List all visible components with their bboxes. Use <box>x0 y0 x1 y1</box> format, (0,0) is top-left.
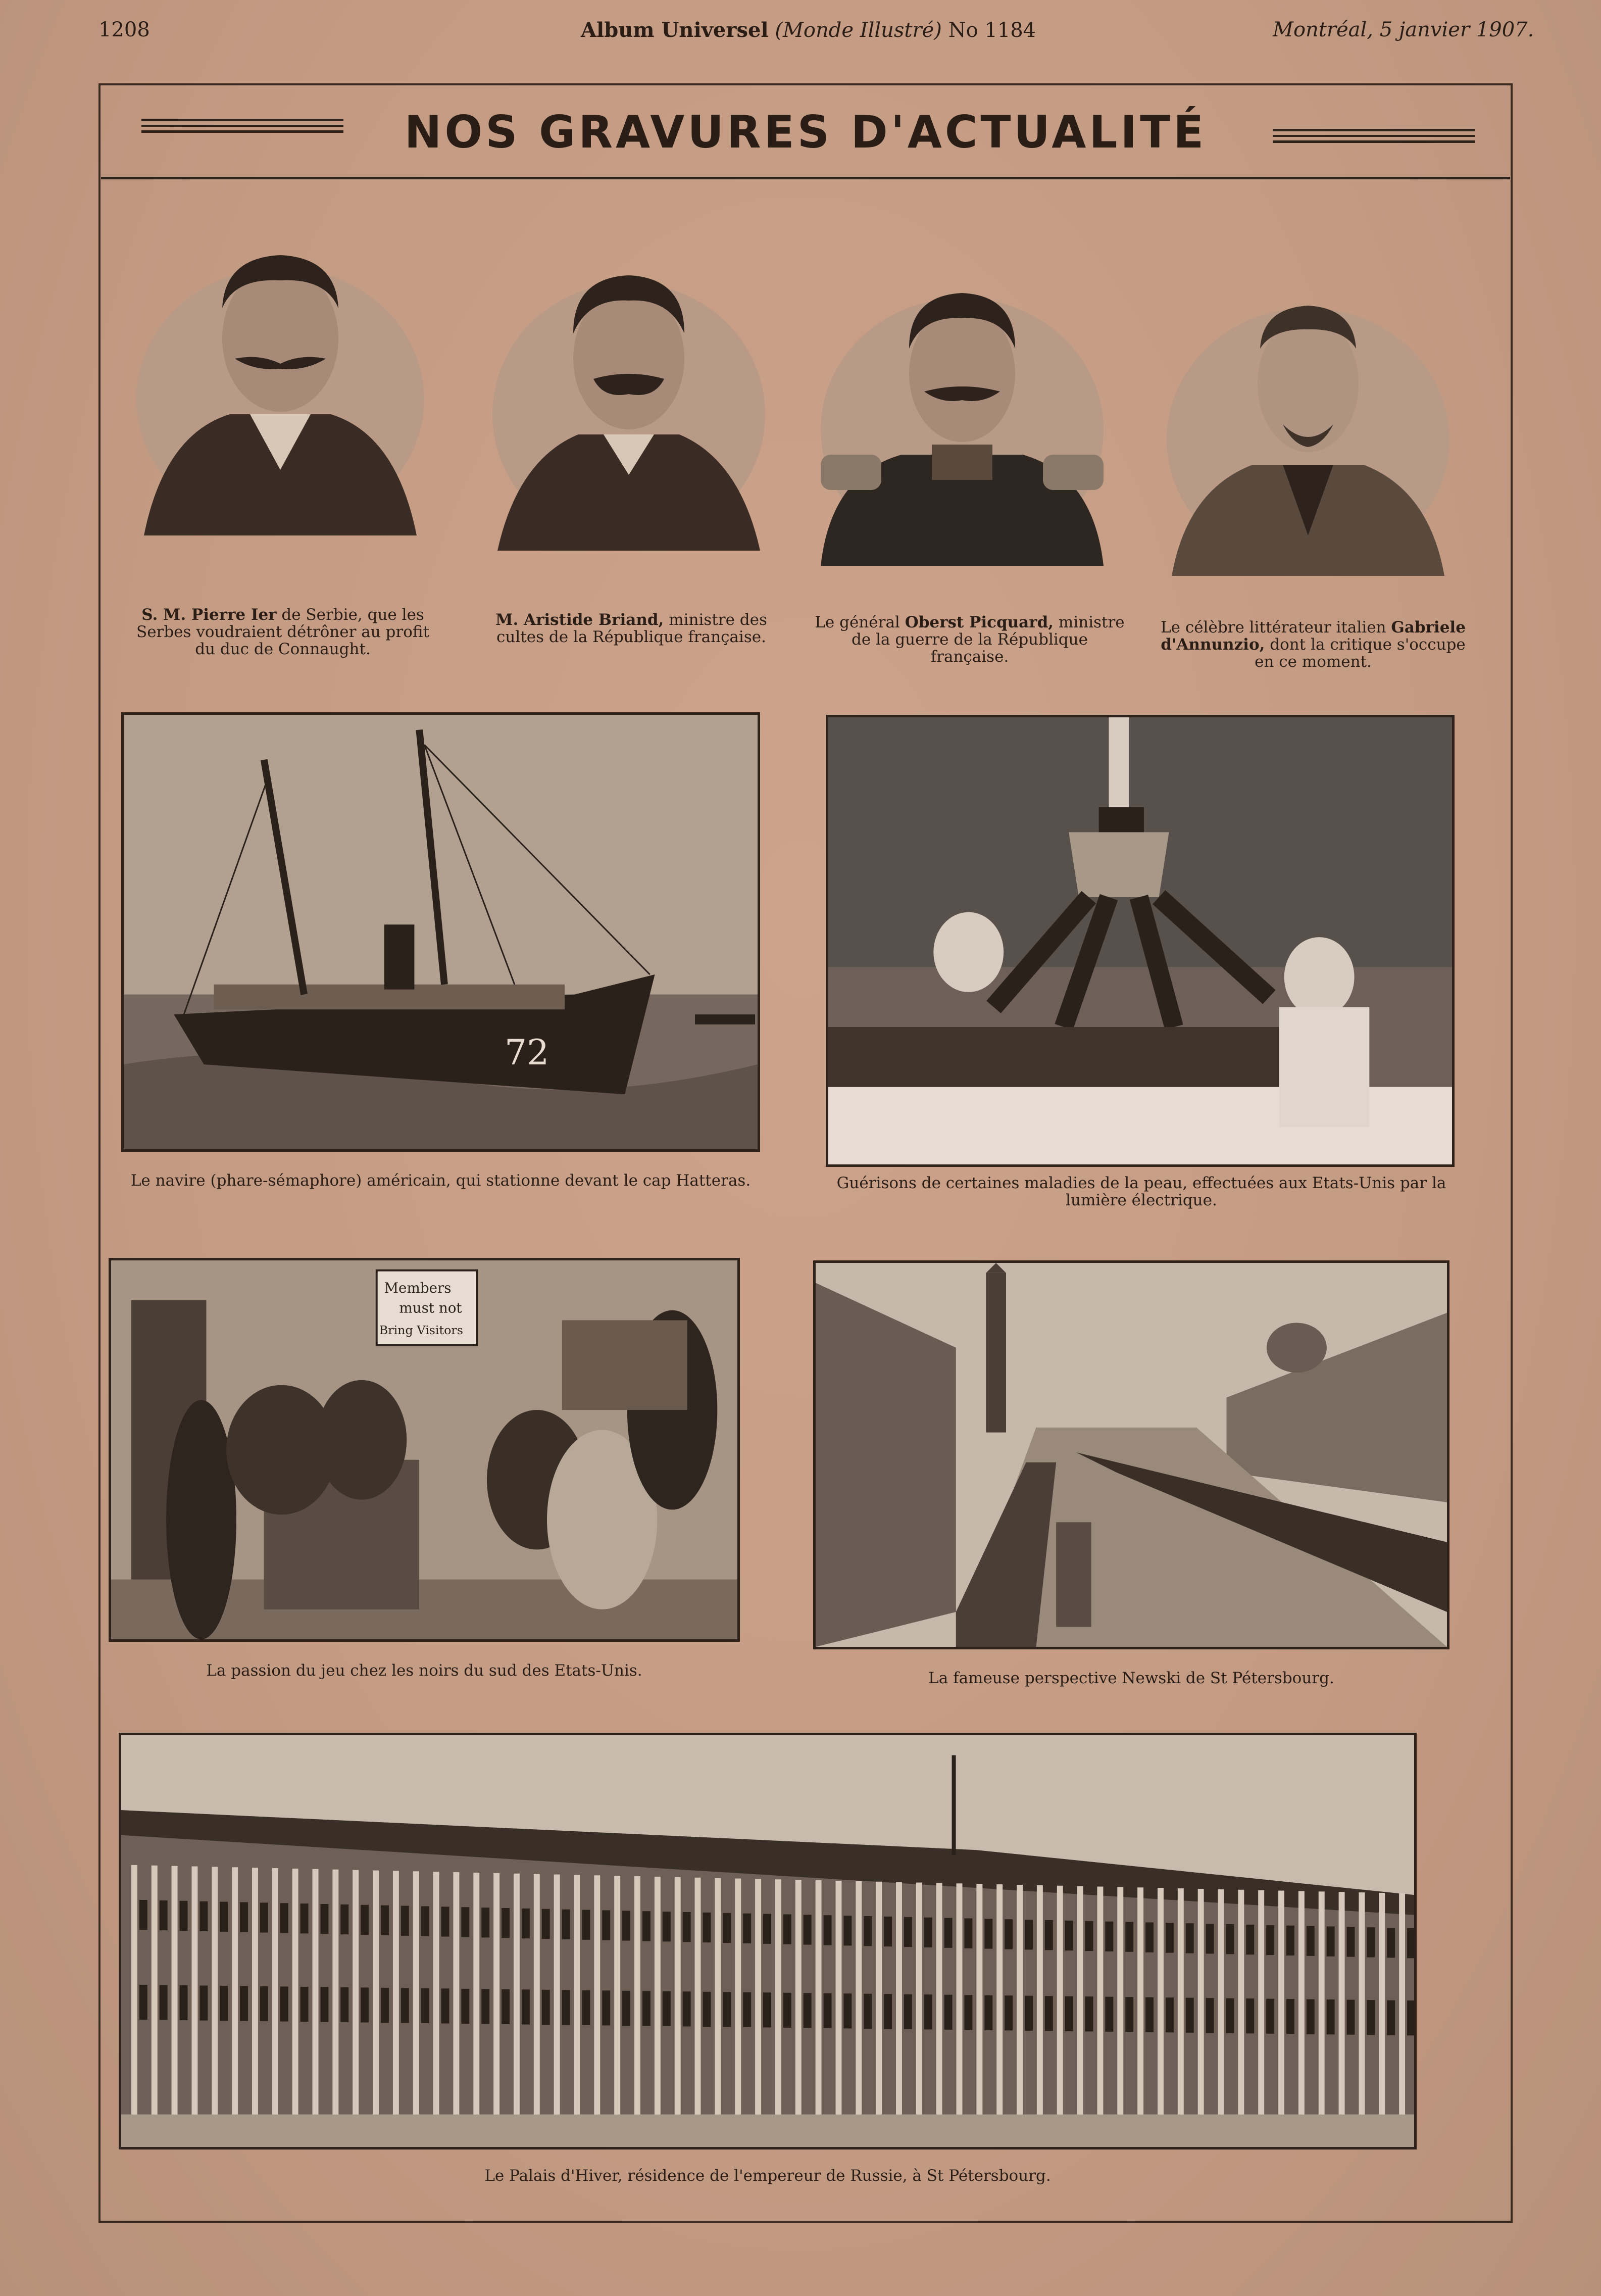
portrait-4-name: Gabriele d'Annunzio, <box>1161 618 1466 654</box>
nevsky-engraving <box>816 1263 1447 1647</box>
caption-card-game: La passion du jeu chez les noirs du sud des Etats-Unis. <box>206 1662 642 1680</box>
issue-date: Montréal, 5 janvier 1907. <box>1273 18 1534 41</box>
portrait-picquard <box>816 263 1109 566</box>
image-winter-palace <box>119 1733 1417 2150</box>
light-therapy-engraving <box>828 717 1452 1164</box>
title-rule-right <box>1273 129 1475 143</box>
caption-light-therapy: Guérisons de certaines maladies de la peau, effectuées aux Etats-Unis par la lumière électrique. <box>836 1174 1446 1209</box>
portrait-engraving-2 <box>482 248 775 551</box>
image-light-therapy <box>826 715 1455 1167</box>
portrait-3-name: Oberst Picquard, <box>905 613 1054 631</box>
portrait-3-text: ministre de la guerre de la République française. <box>852 613 1125 666</box>
caption-portrait-1 <box>126 606 439 658</box>
sign-line-1: Members <box>384 1280 452 1297</box>
sign-line-2: must not <box>399 1299 462 1316</box>
portrait-1-name: S. M. Pierre Ier <box>141 606 277 624</box>
caption-ship: Le navire (phare-sémaphore) américain, qui stationne devant le cap Hatteras. <box>130 1171 751 1190</box>
portrait-2-text: ministre des cultes de la République française. <box>496 611 767 646</box>
masthead <box>581 18 1036 42</box>
portrait-engraving-1 <box>134 232 427 535</box>
card-game-engraving <box>111 1260 737 1639</box>
caption-nevsky: La fameuse perspective Newski de St Pétersbourg. <box>928 1669 1334 1687</box>
caption-portrait-3 <box>813 614 1126 665</box>
image-card-game <box>109 1258 740 1642</box>
portrait-annunzio <box>1162 273 1455 576</box>
caption-winter-palace: Le Palais d'Hiver, résidence de l'empereur de Russie, à St Pétersbourg. <box>484 2167 1051 2185</box>
portrait-4-pre: Le célèbre littérateur italien <box>1161 618 1391 637</box>
ship-engraving <box>124 715 758 1149</box>
portrait-engraving-4 <box>1162 273 1455 576</box>
portrait-2-name: M. Aristide Briand, <box>495 611 664 629</box>
masthead-issue: No 1184 <box>948 19 1036 42</box>
image-ship <box>121 712 760 1152</box>
ship-hull-number: 72 <box>504 1033 549 1073</box>
caption-portrait-4 <box>1157 619 1470 670</box>
page-number: 1208 <box>98 18 150 41</box>
portrait-briand <box>482 248 775 551</box>
caption-portrait-2 <box>475 611 788 646</box>
winter-palace-engraving <box>121 1735 1414 2147</box>
title-rule-left <box>141 119 343 133</box>
section-title: NOS GRAVURES D'ACTUALITÉ <box>404 106 1207 158</box>
portrait-4-text: dont la critique s'occupe en ce moment. <box>1255 636 1466 671</box>
portrait-1-text: de Serbie, que les Serbes voudraient détrôner au profit du duc de Connaught. <box>136 606 430 658</box>
masthead-title: Album Universel <box>581 18 769 42</box>
masthead-subtitle: (Monde Illustré) <box>775 19 942 42</box>
portrait-pierre <box>134 232 427 535</box>
portrait-3-pre: Le général <box>815 613 905 631</box>
image-nevsky <box>813 1260 1449 1649</box>
portrait-engraving-3 <box>816 263 1109 566</box>
sign-line-3: Bring Visitors <box>379 1323 463 1338</box>
